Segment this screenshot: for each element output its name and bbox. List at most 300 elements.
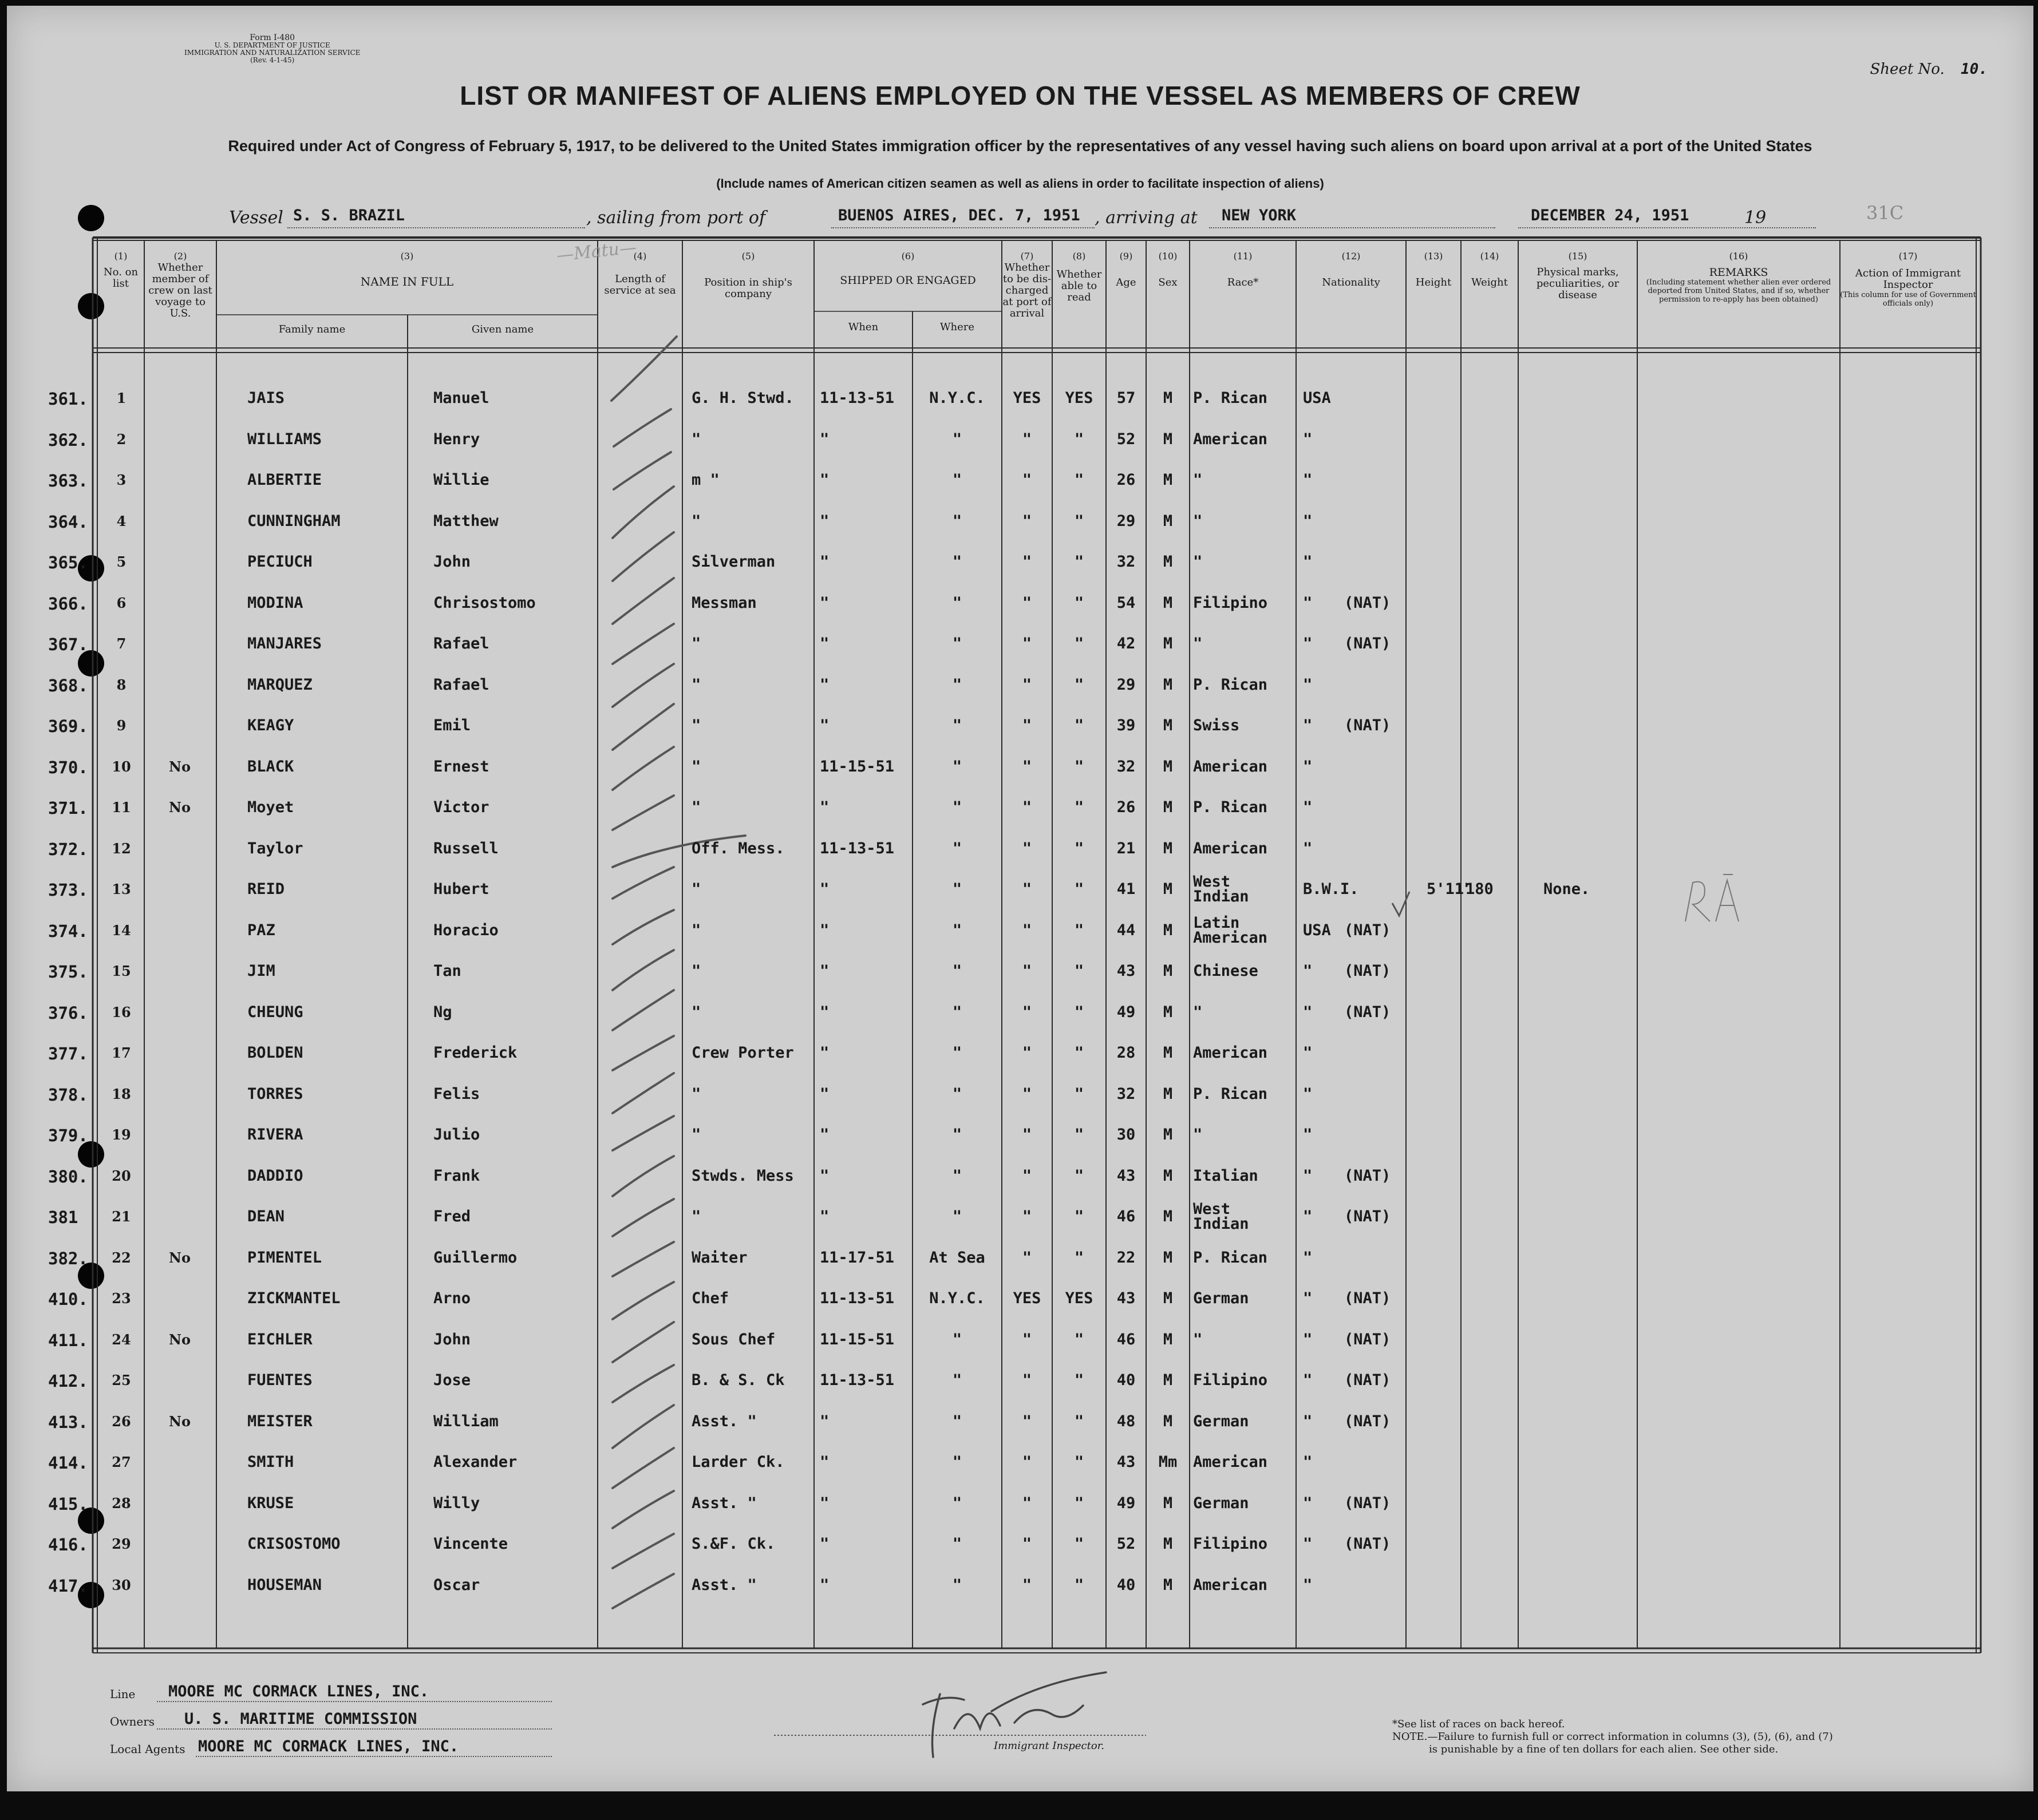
- position: ": [692, 675, 701, 694]
- header-col-4: (4) Length of service at sea: [604, 251, 676, 296]
- row-number: 26: [112, 1413, 131, 1430]
- family-name: REID: [247, 880, 285, 898]
- manifest-line-number: 373.: [48, 880, 88, 900]
- discharge-at-port: ": [1022, 512, 1032, 530]
- shipped-where: ": [952, 717, 962, 734]
- manifest-line-number: 378.: [48, 1085, 88, 1105]
- position: S.&F. Ck.: [692, 1535, 776, 1553]
- manifest-line-number: 371.: [48, 798, 88, 818]
- shipped-where: ": [952, 635, 962, 652]
- race: American: [1193, 430, 1268, 448]
- able-to-read: ": [1074, 798, 1084, 816]
- manifest-line-number: 410.: [48, 1289, 88, 1309]
- family-name: PAZ: [247, 921, 275, 939]
- manifest-line-number: 375.: [48, 962, 88, 982]
- given-name: Willy: [433, 1494, 480, 1512]
- shipped-when: ": [820, 512, 830, 530]
- able-to-read: ": [1074, 921, 1084, 939]
- form-dept: U. S. DEPARTMENT OF JUSTICE: [214, 41, 330, 49]
- nationality: ": [1303, 675, 1313, 694]
- arriving-label: , arriving at: [1095, 208, 1198, 228]
- manifest-line-number: 413.: [48, 1412, 88, 1432]
- row-number: 20: [112, 1167, 131, 1184]
- nationality: ": [1303, 839, 1313, 857]
- race: German: [1193, 1289, 1249, 1307]
- position: ": [692, 757, 701, 776]
- nationality: USA: [1303, 389, 1331, 407]
- age: 29: [1116, 675, 1136, 694]
- position: ": [692, 1085, 701, 1103]
- agents-value: MOORE MC CORMACK LINES, INC.: [198, 1738, 459, 1755]
- shipped-when: ": [820, 921, 830, 939]
- nationality: ": [1303, 1248, 1313, 1267]
- age: 22: [1116, 1248, 1136, 1267]
- sex: M: [1163, 430, 1173, 448]
- shipped-when: ": [820, 1166, 830, 1185]
- age: 26: [1116, 798, 1136, 816]
- naturalized-mark: (NAT): [1344, 594, 1391, 612]
- note-races: *See list of races on back hereof.: [1392, 1718, 1565, 1730]
- header-col-11: (11) Race*: [1227, 251, 1259, 288]
- vessel-label: Vessel: [229, 208, 283, 228]
- sailing-label: , sailing from port of: [586, 208, 766, 228]
- shipped-when: 11-13-51: [820, 1289, 895, 1307]
- race: Latin American: [1193, 913, 1268, 947]
- able-to-read: ": [1074, 1208, 1084, 1225]
- position: Asst. ": [692, 1576, 757, 1594]
- age: 46: [1116, 1330, 1136, 1348]
- able-to-read: ": [1074, 880, 1084, 898]
- sex: M: [1163, 1576, 1173, 1594]
- discharge-at-port: ": [1022, 921, 1032, 939]
- given-name: William: [433, 1412, 499, 1430]
- family-name: DADDIO: [247, 1166, 303, 1185]
- able-to-read: ": [1074, 1044, 1084, 1062]
- race: American: [1193, 1044, 1268, 1062]
- able-to-read: ": [1074, 1248, 1084, 1267]
- able-to-read: ": [1074, 1330, 1084, 1348]
- position: Chef: [692, 1289, 729, 1307]
- note-failure: NOTE.—Failure to furnish full or correct information in columns (3), (5), (6), and (7): [1392, 1731, 1833, 1743]
- family-name: HOUSEMAN: [247, 1576, 322, 1594]
- sex: M: [1163, 757, 1173, 776]
- position: Messman: [692, 594, 757, 612]
- age: 52: [1116, 430, 1136, 448]
- discharge-at-port: ": [1022, 675, 1032, 694]
- nationality: ": [1303, 553, 1313, 571]
- shipped-where: ": [952, 1576, 962, 1594]
- header-col-10: (10) Sex: [1158, 251, 1178, 288]
- shipped-when: 11-15-51: [820, 1330, 895, 1348]
- position: B. & S. Ck: [692, 1371, 785, 1389]
- naturalized-mark: (NAT): [1344, 1330, 1391, 1348]
- discharge-at-port: ": [1022, 553, 1032, 571]
- age: 54: [1116, 594, 1136, 612]
- sex: M: [1163, 675, 1173, 694]
- race: Filipino: [1193, 1371, 1268, 1389]
- sex: M: [1163, 1248, 1173, 1267]
- row-number: 6: [116, 594, 127, 611]
- given-name: Tan: [433, 962, 461, 980]
- given-name: Guillermo: [433, 1248, 518, 1267]
- shipped-where: ": [952, 921, 962, 939]
- line-label: Line: [110, 1687, 136, 1701]
- sex: M: [1163, 962, 1173, 980]
- race: American: [1193, 757, 1268, 776]
- given-name: Fred: [433, 1208, 471, 1225]
- family-name: CRISOSTOMO: [247, 1535, 341, 1553]
- shipped-when: ": [820, 675, 830, 694]
- able-to-read: ": [1074, 1003, 1084, 1021]
- family-name: PECIUCH: [247, 553, 313, 571]
- required-text: Required under Act of Congress of February 5, 1917, to be delivered to the United States immigration officer by the representatives of any vessel having such aliens on board upon arrival at a port of the United States: [228, 137, 1812, 155]
- manifest-line-number: 370.: [48, 757, 88, 777]
- able-to-read: ": [1074, 757, 1084, 776]
- able-to-read: ": [1074, 553, 1084, 571]
- given-name: Rafael: [433, 635, 489, 652]
- family-name: Moyet: [247, 798, 294, 816]
- able-to-read: ": [1074, 1371, 1084, 1389]
- position: Asst. ": [692, 1412, 757, 1430]
- family-name: KRUSE: [247, 1494, 294, 1512]
- sheet-value: 10.: [1961, 61, 1988, 78]
- discharge-at-port: ": [1022, 635, 1032, 652]
- given-name: Ng: [433, 1003, 452, 1021]
- nationality: ": [1303, 1126, 1313, 1144]
- sex: M: [1163, 921, 1173, 939]
- sex: M: [1163, 1289, 1173, 1307]
- shipped-when: ": [820, 880, 830, 898]
- owners-label: Owners: [110, 1715, 155, 1728]
- row-number: 16: [112, 1003, 131, 1020]
- manifest-line-number: 411.: [48, 1330, 88, 1350]
- given-name: Oscar: [433, 1576, 480, 1594]
- nationality: ": [1303, 1003, 1313, 1021]
- sex: M: [1163, 1330, 1173, 1348]
- naturalized-mark: (NAT): [1344, 1494, 1391, 1512]
- header-col-2: (2) Whether member of crew on last voyage to U.S.: [148, 251, 212, 319]
- discharge-at-port: ": [1022, 839, 1032, 857]
- shipped-when: ": [820, 430, 830, 448]
- row-number: 29: [112, 1536, 131, 1552]
- able-to-read: ": [1074, 1453, 1084, 1471]
- age: 21: [1116, 839, 1136, 857]
- race: P. Rican: [1193, 1248, 1268, 1267]
- nationality: ": [1303, 717, 1313, 734]
- manifest-line-number: 415.: [48, 1494, 88, 1514]
- physical-marks: None.: [1543, 880, 1590, 898]
- able-to-read: ": [1074, 594, 1084, 612]
- shipped-where: ": [952, 675, 962, 694]
- family-name: EICHLER: [247, 1330, 313, 1348]
- include-text: (Include names of American citizen seamen as well as aliens in order to facilitate inspection of aliens): [716, 176, 1324, 191]
- discharge-at-port: ": [1022, 717, 1032, 734]
- nationality: ": [1303, 757, 1313, 776]
- row-number: 10: [112, 758, 131, 775]
- shipped-when: 11-13-51: [820, 1371, 895, 1389]
- family-name: SMITH: [247, 1453, 294, 1471]
- row-number: 25: [112, 1372, 131, 1388]
- sex: M: [1163, 798, 1173, 816]
- naturalized-mark: (NAT): [1344, 1371, 1391, 1389]
- race: ": [1193, 1003, 1203, 1021]
- row-number: 13: [112, 881, 131, 897]
- shipped-where: ": [952, 1412, 962, 1430]
- given-name: Henry: [433, 430, 480, 448]
- row-number: 3: [116, 472, 127, 488]
- nationality: ": [1303, 1412, 1313, 1430]
- family-name: MEISTER: [247, 1412, 313, 1430]
- agents-label: Local Agents: [110, 1742, 185, 1756]
- position: ": [692, 962, 701, 980]
- race: Italian: [1193, 1166, 1258, 1185]
- header-where: Where: [939, 321, 974, 333]
- position: ": [692, 798, 701, 816]
- age: 49: [1116, 1494, 1136, 1512]
- age: 52: [1116, 1535, 1136, 1553]
- manifest-line-number: 368.: [48, 675, 88, 695]
- manifest-line-number: 376.: [48, 1003, 88, 1023]
- race: ": [1193, 512, 1203, 530]
- row-number: 8: [116, 676, 127, 693]
- footer: [7, 1683, 2033, 1791]
- nationality: ": [1303, 1044, 1313, 1062]
- age: 57: [1116, 389, 1136, 407]
- nationality: ": [1303, 471, 1313, 489]
- row-number: 21: [112, 1208, 131, 1225]
- header-col-8: (8) Whether able to read: [1056, 251, 1102, 303]
- form-rev: (Rev. 4-1-45): [250, 56, 295, 64]
- row-number: 11: [112, 799, 131, 816]
- nationality: ": [1303, 798, 1313, 816]
- naturalized-mark: (NAT): [1344, 1208, 1391, 1225]
- manifest-line-number: 363.: [48, 471, 88, 490]
- given-name: Rafael: [433, 675, 489, 694]
- race: German: [1193, 1494, 1249, 1512]
- row-number: 30: [112, 1576, 131, 1593]
- given-name: Victor: [433, 798, 489, 816]
- header-col-5: (5) Position in ship's company: [704, 251, 792, 300]
- naturalized-mark: (NAT): [1344, 962, 1391, 980]
- family-name: FUENTES: [247, 1371, 313, 1389]
- sex: M: [1163, 1494, 1173, 1512]
- given-name: Matthew: [433, 512, 499, 530]
- sex: M: [1163, 1208, 1173, 1225]
- discharge-at-port: ": [1022, 1494, 1032, 1512]
- race: German: [1193, 1412, 1249, 1430]
- naturalized-mark: (NAT): [1344, 1003, 1391, 1021]
- manifest-line-number: 377.: [48, 1044, 88, 1063]
- nationality: ": [1303, 1535, 1313, 1553]
- able-to-read: ": [1074, 839, 1084, 857]
- shipped-when: ": [820, 1003, 830, 1021]
- manifest-line-number: 414.: [48, 1453, 88, 1473]
- shipped-when: 11-15-51: [820, 757, 895, 776]
- race: West Indian: [1193, 873, 1249, 905]
- header-col-15: (15) Physical marks, peculiarities, or disease: [1536, 251, 1620, 301]
- given-name: Hubert: [433, 880, 489, 898]
- discharge-at-port: ": [1022, 1371, 1032, 1389]
- position: ": [692, 717, 701, 734]
- position: G. H. Stwd.: [692, 389, 794, 407]
- shipped-where: ": [952, 430, 962, 448]
- race: P. Rican: [1193, 389, 1268, 407]
- row-number: 14: [112, 921, 131, 939]
- shipped-where: ": [952, 880, 962, 898]
- shipped-when: ": [820, 1126, 830, 1144]
- family-name: WILLIAMS: [247, 430, 322, 448]
- shipped-where: ": [952, 1003, 962, 1021]
- age: 43: [1116, 1453, 1136, 1471]
- shipped-when: ": [820, 1453, 830, 1471]
- page-title: LIST OR MANIFEST OF ALIENS EMPLOYED ON THE VESSEL AS MEMBERS OF CREW: [460, 81, 1581, 110]
- naturalized-mark: (NAT): [1344, 1289, 1391, 1307]
- sex: M: [1163, 1126, 1173, 1144]
- shipped-when: ": [820, 717, 830, 734]
- discharge-at-port: ": [1022, 1330, 1032, 1348]
- shipped-when: ": [820, 1085, 830, 1103]
- manifest-line-number: 367.: [48, 635, 88, 654]
- shipped-where: ": [952, 962, 962, 980]
- position: ": [692, 921, 701, 939]
- family-name: CUNNINGHAM: [247, 512, 341, 530]
- shipped-when: ": [820, 635, 830, 652]
- race: ": [1193, 471, 1203, 489]
- position: ": [692, 880, 701, 898]
- able-to-read: ": [1074, 635, 1084, 652]
- age: 32: [1116, 757, 1136, 776]
- discharge-at-port: ": [1022, 430, 1032, 448]
- discharge-at-port: ": [1022, 1085, 1032, 1103]
- nationality: ": [1303, 1085, 1313, 1103]
- discharge-at-port: ": [1022, 1576, 1032, 1594]
- shipped-where: N.Y.C.: [929, 1289, 985, 1307]
- shipped-where: ": [952, 1535, 962, 1553]
- header-col-14: (14) Weight: [1471, 251, 1508, 288]
- age: 49: [1116, 1003, 1136, 1021]
- given-name: Chrisostomo: [433, 594, 536, 612]
- header-col-13: (13) Height: [1415, 251, 1452, 288]
- nationality: ": [1303, 1453, 1313, 1471]
- sheet-label: Sheet No.: [1870, 61, 1945, 78]
- shipped-where: ": [952, 1208, 962, 1225]
- nationality: ": [1303, 1576, 1313, 1594]
- position: ": [692, 512, 701, 530]
- age: 26: [1116, 471, 1136, 489]
- crew-last-voyage: No: [169, 758, 191, 775]
- weight: 180: [1466, 880, 1494, 898]
- shipped-when: 11-17-51: [820, 1248, 895, 1267]
- row-number: 2: [116, 430, 127, 448]
- shipped-where: ": [952, 839, 962, 857]
- row-number: 22: [112, 1249, 131, 1266]
- shipped-where: N.Y.C.: [929, 389, 985, 407]
- discharge-at-port: ": [1022, 1412, 1032, 1430]
- given-name: Felis: [433, 1085, 480, 1103]
- age: 32: [1116, 1085, 1136, 1103]
- header-col-17: (17) Action of Immigrant Inspector (This column for use of Government officials only): [1840, 251, 1976, 308]
- nationality: USA: [1303, 921, 1331, 939]
- nationality: ": [1303, 512, 1313, 530]
- shipped-where: ": [952, 594, 962, 612]
- row-number: 18: [112, 1085, 131, 1102]
- race: American: [1193, 1576, 1268, 1594]
- nationality: ": [1303, 962, 1313, 980]
- given-name: Frank: [433, 1166, 480, 1185]
- given-name: Frederick: [433, 1044, 518, 1062]
- able-to-read: ": [1074, 512, 1084, 530]
- given-name: Willie: [433, 471, 489, 489]
- race: Filipino: [1193, 1535, 1268, 1553]
- naturalized-mark: (NAT): [1344, 921, 1391, 939]
- family-name: ALBERTIE: [247, 471, 322, 489]
- sex: M: [1163, 1166, 1173, 1185]
- shipped-where: ": [952, 471, 962, 489]
- family-name: BOLDEN: [247, 1044, 303, 1062]
- row-number: 19: [112, 1126, 131, 1143]
- manifest-line-number: 366.: [48, 594, 88, 614]
- shipped-when: ": [820, 962, 830, 980]
- given-name: Horacio: [433, 921, 499, 939]
- race: ": [1193, 553, 1203, 571]
- shipped-when: ": [820, 1412, 830, 1430]
- header-family-name: Family name: [278, 323, 346, 335]
- discharge-at-port: ": [1022, 1453, 1032, 1471]
- given-name: Vincente: [433, 1535, 508, 1553]
- able-to-read: ": [1074, 962, 1084, 980]
- header-when: When: [848, 321, 879, 333]
- race: American: [1193, 839, 1268, 857]
- shipped-where: ": [952, 757, 962, 776]
- note-fine: is punishable by a fine of ten dollars for each alien. See other side.: [1429, 1743, 1779, 1755]
- given-name: Alexander: [433, 1453, 518, 1471]
- race: Chinese: [1193, 962, 1258, 980]
- sex: M: [1163, 389, 1173, 407]
- shipped-when: ": [820, 1535, 830, 1553]
- manifest-sheet: [7, 6, 2033, 1791]
- row-number: 17: [112, 1044, 131, 1061]
- line-value: MOORE MC CORMACK LINES, INC.: [168, 1683, 429, 1700]
- able-to-read: ": [1074, 1535, 1084, 1553]
- crew-table-body: [7, 6, 2033, 1648]
- shipped-when: 11-13-51: [820, 389, 895, 407]
- header-col-16: (16) REMARKS (Including statement whether alien ever ordered deported from United States, and if so, whether permission to re-apply has been obtained): [1646, 251, 1831, 304]
- row-number: 12: [112, 840, 131, 857]
- shipped-where: ": [952, 1126, 962, 1144]
- race: ": [1193, 1126, 1203, 1144]
- manifest-line-number: 379.: [48, 1126, 88, 1145]
- age: 30: [1116, 1126, 1136, 1144]
- nationality: ": [1303, 1166, 1313, 1185]
- nationality: ": [1303, 1371, 1313, 1389]
- given-name: Russell: [433, 839, 499, 857]
- naturalized-mark: (NAT): [1344, 635, 1391, 652]
- row-number: 28: [112, 1494, 131, 1512]
- row-number: 5: [116, 553, 127, 570]
- discharge-at-port: ": [1022, 1535, 1032, 1553]
- age: 28: [1116, 1044, 1136, 1062]
- race: West Indian: [1193, 1200, 1249, 1233]
- row-number: 1: [116, 390, 127, 406]
- family-name: DEAN: [247, 1208, 285, 1225]
- height: 5'11": [1427, 880, 1474, 898]
- sex: M: [1163, 1371, 1173, 1389]
- age: 41: [1116, 880, 1136, 898]
- sex: M: [1163, 717, 1173, 734]
- discharge-at-port: ": [1022, 1166, 1032, 1185]
- manifest-line-number: 361.: [48, 389, 88, 409]
- sex: M: [1163, 594, 1173, 612]
